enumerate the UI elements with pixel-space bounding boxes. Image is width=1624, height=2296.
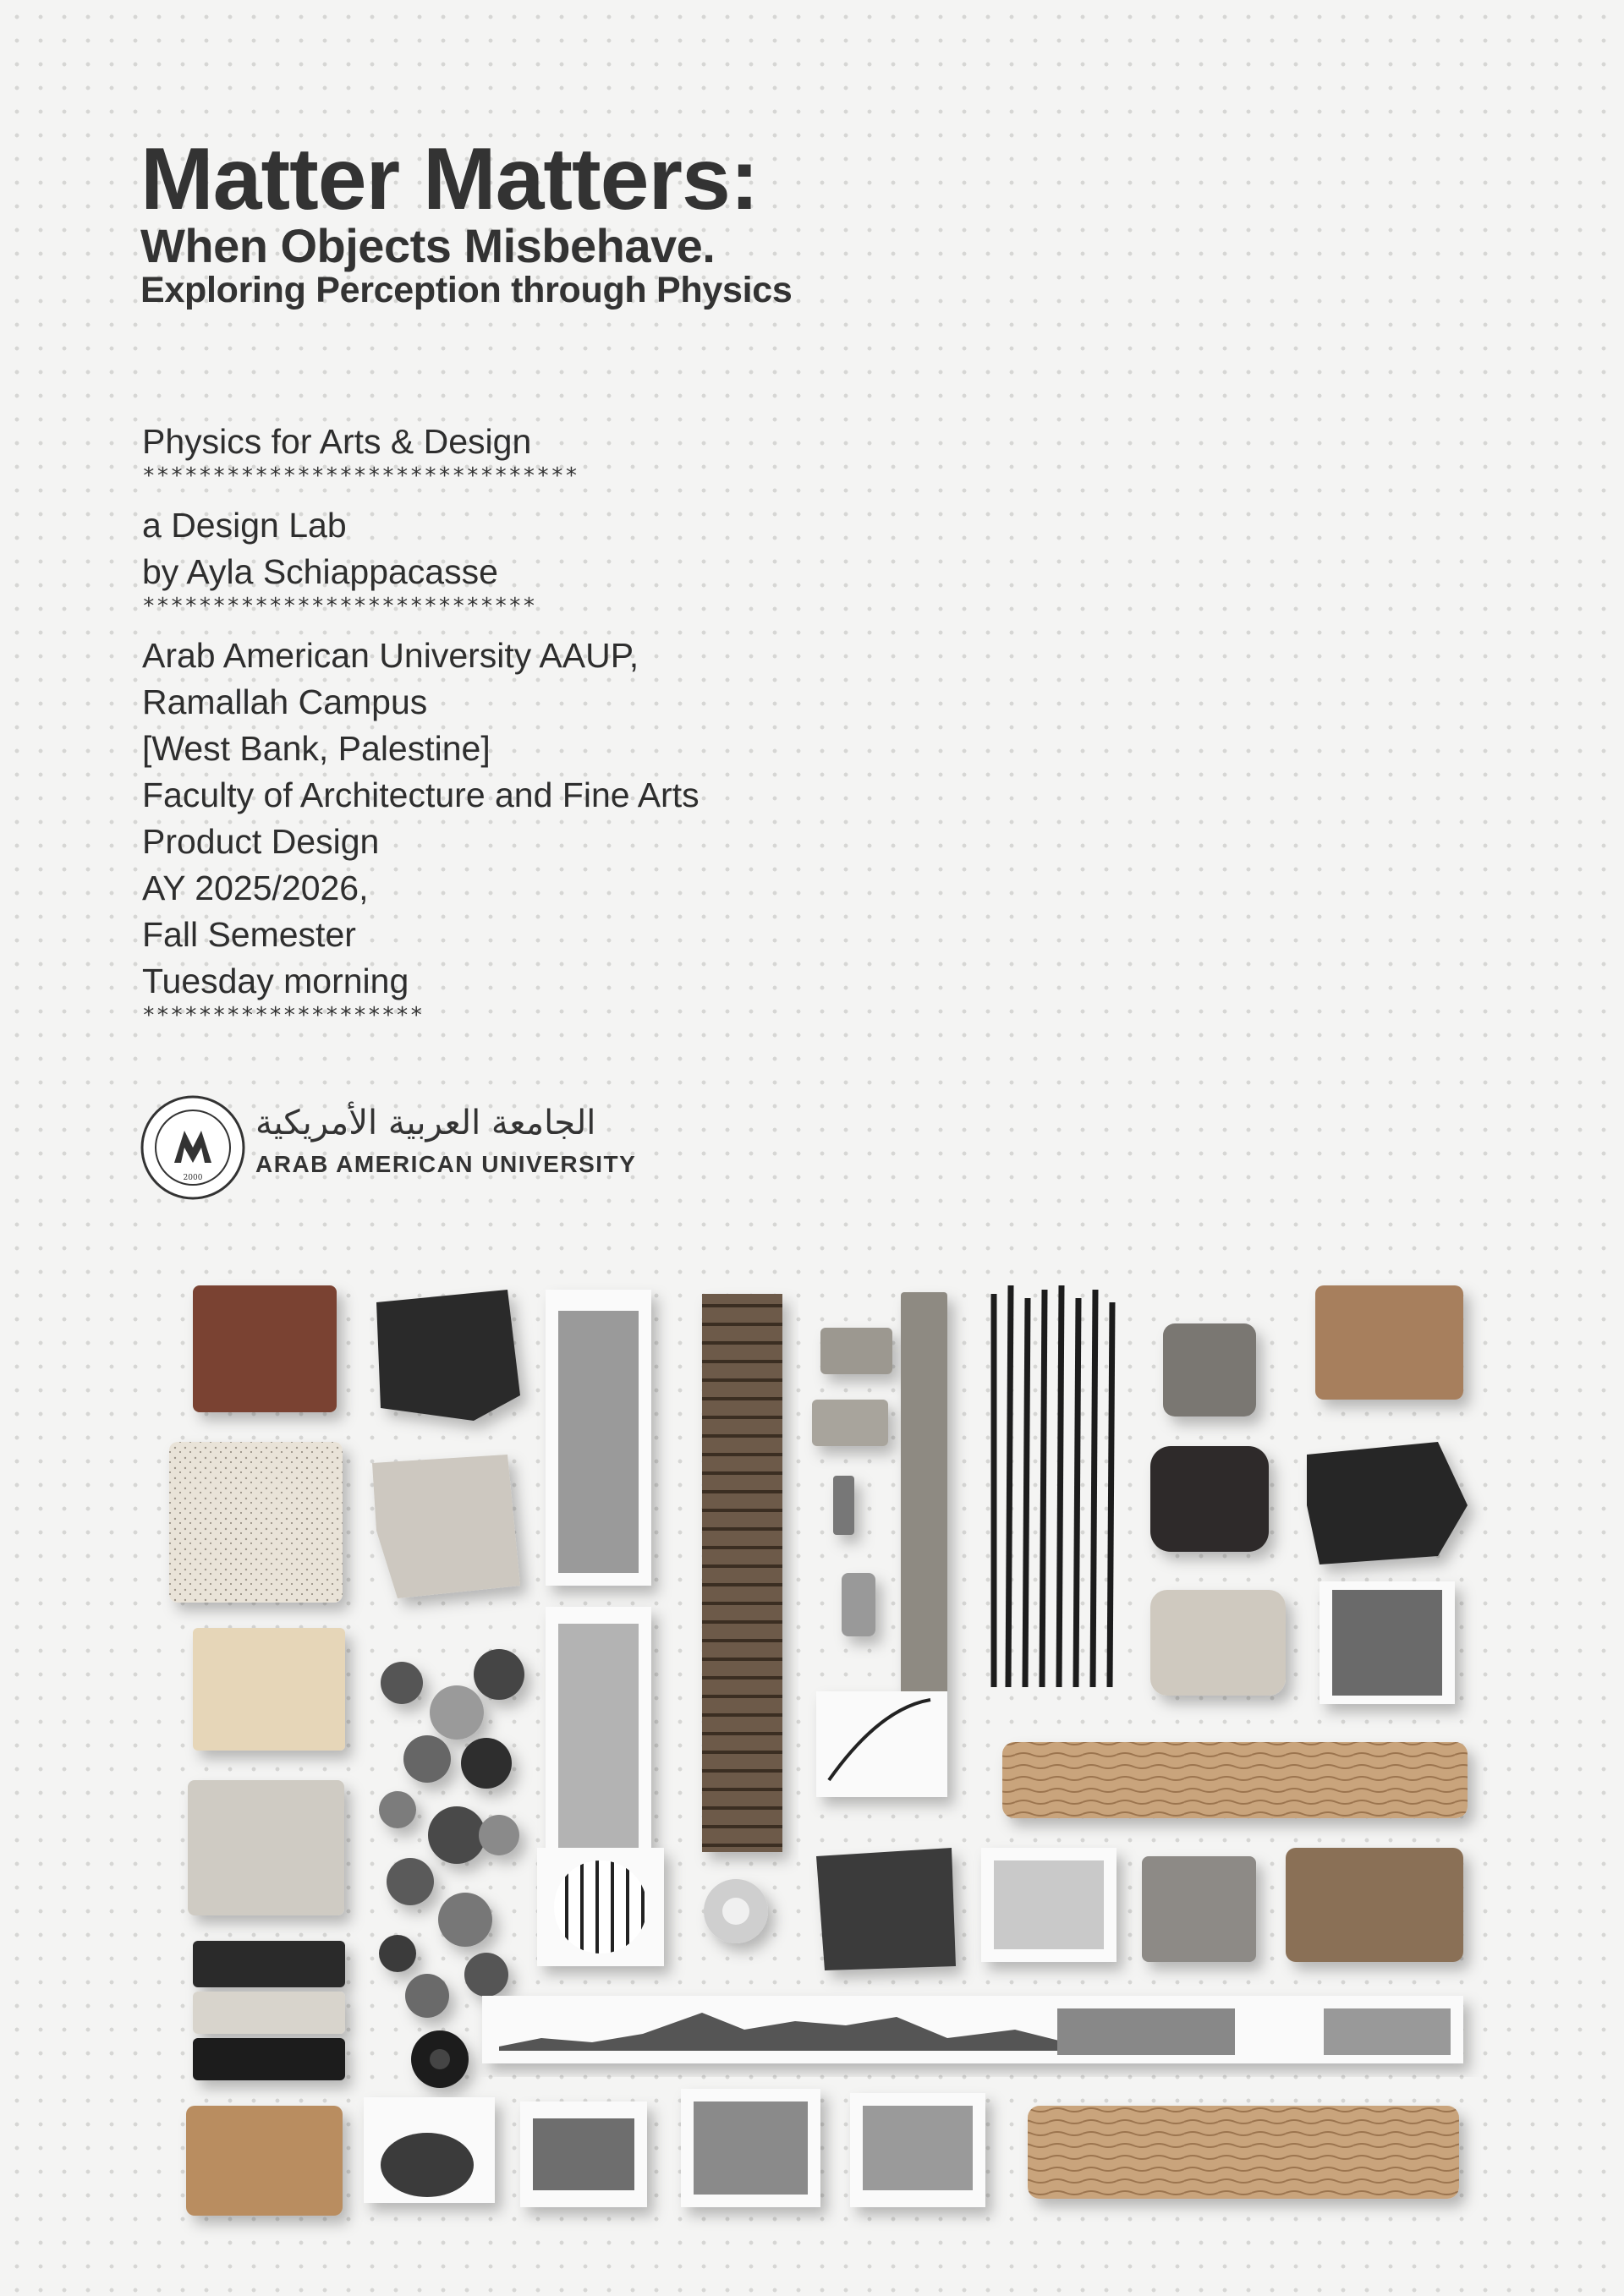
column-prints xyxy=(537,1290,664,1966)
column-right xyxy=(981,1285,1468,1962)
university-seal-icon xyxy=(140,1095,245,1200)
institution-line: Ramallah Campus xyxy=(142,682,428,721)
column-left xyxy=(169,1285,345,2216)
seal-year: 2000 xyxy=(183,1174,203,1182)
lab-line-1: a Design Lab xyxy=(142,506,347,545)
poster-header xyxy=(140,130,986,310)
star-divider-1: ******************************* xyxy=(142,463,579,489)
reeds-bundle xyxy=(994,1285,1112,1687)
institution-line: Arab American University AAUP, xyxy=(142,636,639,675)
star-divider-3: ******************** xyxy=(142,1003,425,1028)
university-name-arabic: الجامعة العربية الأمريكية xyxy=(255,1104,596,1143)
institution-line: Product Design xyxy=(142,822,380,861)
star-divider-2: **************************** xyxy=(142,594,537,619)
institution-line: [West Bank, Palestine] xyxy=(142,729,491,768)
university-name-english: ARAB AMERICAN UNIVERSITY xyxy=(255,1151,637,1177)
poster-title: Matter Matters: xyxy=(140,130,759,228)
course-name: Physics for Arts & Design xyxy=(142,422,532,461)
institution-line: Tuesday morning xyxy=(142,962,409,1000)
poster-tagline: Exploring Perception through Physics xyxy=(140,270,793,310)
skyline-print-strip xyxy=(482,1996,1463,2063)
materials-flatlay-image xyxy=(0,1252,1624,2296)
lab-line-2: by Ayla Schiappacasse xyxy=(142,552,498,591)
institution-line: Faculty of Architecture and Fine Arts xyxy=(142,775,700,814)
bottom-row-prints xyxy=(364,2089,1459,2207)
column-rocks xyxy=(372,1290,524,2088)
column-brick xyxy=(702,1294,782,1852)
university-logo xyxy=(140,1095,637,1201)
poster-subtitle: When Objects Misbehave. xyxy=(140,219,716,272)
institution-line: AY 2025/2026, xyxy=(142,869,369,907)
institution-line: Fall Semester xyxy=(142,915,356,954)
course-info xyxy=(142,419,903,1042)
